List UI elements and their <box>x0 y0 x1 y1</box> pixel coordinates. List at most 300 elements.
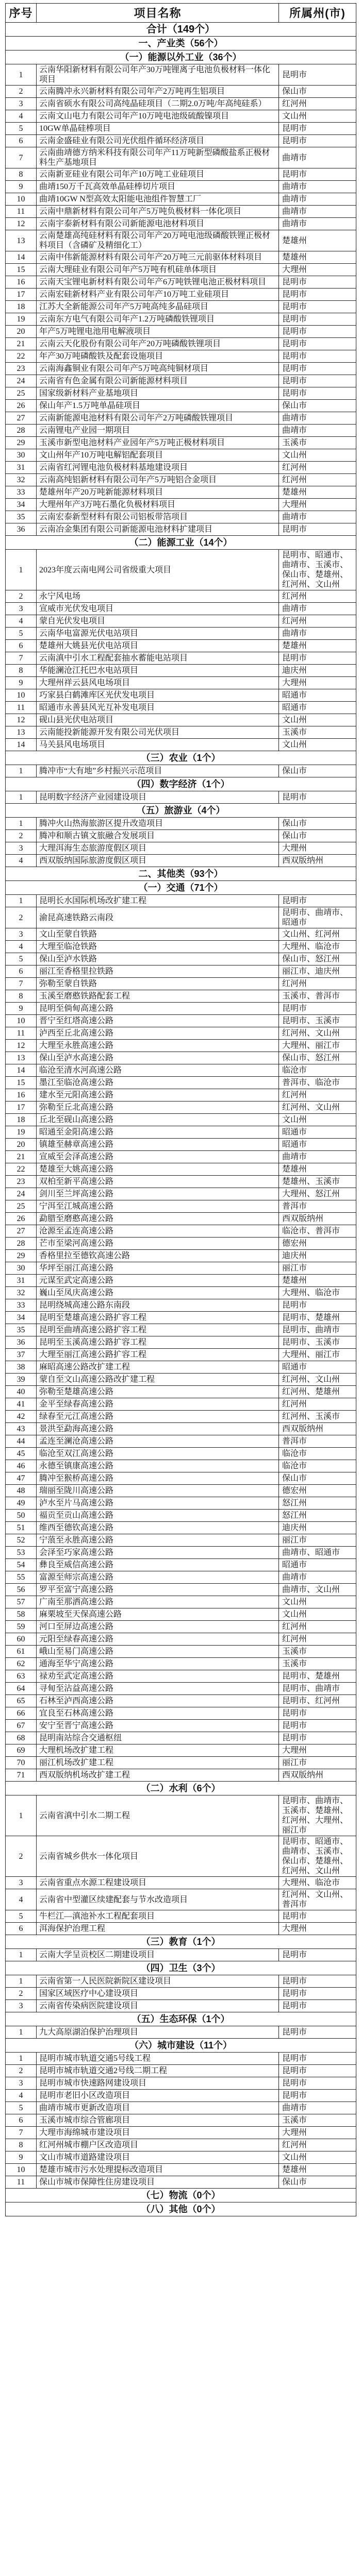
serial-number: 11 <box>6 206 37 218</box>
project-row <box>6 689 356 702</box>
serial-number: 32 <box>6 1287 37 1299</box>
prefecture: 曲靖市 <box>279 2102 356 2114</box>
project-name: 渝昆高速铁路云南段 <box>37 907 279 928</box>
prefecture: 昆明市、曲靖市、玉溪市、楚雄州、红河州、大理州、丽江市 <box>279 1795 356 1836</box>
project-name: 昆明至曲靖高速公路扩容工程 <box>37 1324 279 1336</box>
prefecture: 保山市 <box>279 2176 356 2189</box>
subsection-row <box>6 1782 356 1795</box>
serial-number: 58 <box>6 1608 37 1621</box>
project-name: 芒市至梁河高速公路 <box>37 1238 279 1250</box>
serial-number: 2 <box>6 86 37 98</box>
project-row <box>6 2176 356 2189</box>
project-name: 九大高原湖泊保护治理项目 <box>37 2026 279 2039</box>
serial-number: 3 <box>6 928 37 941</box>
project-name: 泸西至丘北高速公路 <box>37 1027 279 1040</box>
project-row <box>6 400 356 412</box>
project-name: 元谋至武定高速公路 <box>37 1275 279 1287</box>
project-name: 砚山县光伏电站项目 <box>37 714 279 726</box>
project-row <box>6 615 356 628</box>
prefecture: 玉溪市 <box>279 726 356 739</box>
project-name: 巍山至凤庆高速公路 <box>37 1287 279 1299</box>
prefecture: 昆明市 <box>279 301 356 313</box>
project-row <box>6 1411 356 1423</box>
project-name: 华坪至丽江高速公路 <box>37 1262 279 1275</box>
serial-number: 6 <box>6 640 37 652</box>
project-row <box>6 193 356 206</box>
prefecture: 西双版纳州 <box>279 1213 356 1225</box>
serial-number: 33 <box>6 1299 37 1312</box>
project-name: 禄劝至武定高速公路 <box>37 1670 279 1683</box>
serial-number: 3 <box>6 842 37 855</box>
project-name: 云南省中型灌区续建配套与节水改造项目 <box>37 1889 279 1910</box>
serial-number: 2 <box>6 830 37 842</box>
project-row <box>6 1596 356 1608</box>
project-row <box>6 1707 356 1720</box>
project-name: 云南省传染病医院建设项目 <box>37 2000 279 2012</box>
project-row <box>6 123 356 135</box>
project-name: 昆明至楚雄高速公路扩容工程 <box>37 1312 279 1324</box>
project-name: 河口至屏边高速公路 <box>37 1621 279 1633</box>
serial-number: 19 <box>6 313 37 326</box>
project-row <box>6 168 356 181</box>
prefecture: 玉溪市 <box>279 437 356 449</box>
project-row <box>6 1163 356 1176</box>
project-row <box>6 1621 356 1633</box>
project-name: 云南华阳新材料有限公司年产30万吨锂离子电池负极材料一体化项目 <box>37 64 279 86</box>
project-row <box>6 1571 356 1584</box>
serial-number: 19 <box>6 1126 37 1139</box>
project-row <box>6 714 356 726</box>
serial-number: 9 <box>6 2151 37 2164</box>
subsection-title: （八）其他（0个） <box>6 2202 356 2216</box>
project-name: 蒙自光伏发电项目 <box>37 615 279 628</box>
serial-number: 5 <box>6 2102 37 2114</box>
prefecture: 昆明市 <box>279 375 356 387</box>
serial-number: 1 <box>6 1975 37 1988</box>
project-row <box>6 1052 356 1064</box>
section-row <box>6 867 356 881</box>
subsection-row <box>6 2039 356 2053</box>
project-row <box>6 1435 356 1448</box>
prefecture: 昆明市 <box>279 2026 356 2039</box>
project-row <box>6 726 356 739</box>
serial-number: 48 <box>6 1485 37 1497</box>
project-row <box>6 350 356 363</box>
project-row <box>6 230 356 251</box>
project-name: 文山州年产10万吨电解铝配套项目 <box>37 449 279 462</box>
project-row <box>6 338 356 350</box>
project-name: 弥勒至丘北高速公路 <box>37 1101 279 1114</box>
serial-number: 7 <box>6 147 37 168</box>
prefecture: 昭通市 <box>279 1126 356 1139</box>
prefecture: 红河州 <box>279 1089 356 1101</box>
project-row <box>6 1448 356 1460</box>
serial-number: 51 <box>6 1522 37 1534</box>
prefecture: 楚雄州、玉溪市 <box>279 1176 356 1188</box>
prefecture: 昭通市 <box>279 1361 356 1374</box>
prefecture: 保山市 <box>279 86 356 98</box>
project-name: 泸水至片马高速公路 <box>37 1497 279 1510</box>
prefecture: 昆明市 <box>279 2053 356 2065</box>
prefecture: 昆明市、曲靖市、昭通市 <box>279 907 356 928</box>
serial-number: 33 <box>6 486 37 499</box>
project-row <box>6 1200 356 1213</box>
project-row <box>6 842 356 855</box>
prefecture: 昆明市 <box>279 313 356 326</box>
project-name: 维西至德钦高速公路 <box>37 1522 279 1534</box>
prefecture: 昆明市 <box>279 1988 356 2000</box>
project-row <box>6 135 356 147</box>
project-row <box>6 1877 356 1889</box>
serial-number: 1 <box>6 818 37 830</box>
prefecture: 大理州 <box>279 1923 356 1935</box>
project-name: 保山市城市保障性住房建设项目 <box>37 2176 279 2189</box>
project-name: 国家区域医疗中心建设项目 <box>37 1988 279 2000</box>
project-row <box>6 86 356 98</box>
serial-number: 17 <box>6 1101 37 1114</box>
serial-number: 16 <box>6 276 37 289</box>
project-name: 文山市城市道路建设项目 <box>37 2151 279 2164</box>
project-row <box>6 181 356 193</box>
project-row <box>6 2077 356 2090</box>
project-row <box>6 1633 356 1646</box>
project-name: 2023年度云南电网公司省级重大项目 <box>37 550 279 590</box>
subsection-row <box>6 1961 356 1975</box>
project-name: 昆明市老旧小区改造项目 <box>37 2090 279 2102</box>
project-row <box>6 1361 356 1374</box>
prefecture: 楚雄州 <box>279 486 356 499</box>
prefecture: 红河州、玉溪市 <box>279 1411 356 1423</box>
serial-number: 7 <box>6 2127 37 2139</box>
project-name: 年产30万吨磷酸铁及配套设施项目 <box>37 350 279 363</box>
subsection-title: （二）能源工业（14个） <box>6 536 356 550</box>
project-row <box>6 1151 356 1163</box>
prefecture: 普洱市、临沧市 <box>279 1077 356 1089</box>
prefecture: 曲靖市 <box>279 181 356 193</box>
prefecture: 曲靖市 <box>279 1151 356 1163</box>
serial-number: 30 <box>6 1262 37 1275</box>
prefecture: 昆明市 <box>279 1732 356 1744</box>
total-label: 合计（149个） <box>6 23 356 37</box>
prefecture: 红河州、文山州 <box>279 1374 356 1386</box>
project-name: 大理至丽江高速公路扩容工程 <box>37 1349 279 1361</box>
project-row <box>6 665 356 677</box>
project-name: 云南宇泰新材料有限公司新能源电池材料项目 <box>37 218 279 230</box>
serial-number: 22 <box>6 1163 37 1176</box>
subsection-row <box>6 536 356 550</box>
serial-number: 14 <box>6 251 37 264</box>
project-name: 大理机场改扩建工程 <box>37 1744 279 1757</box>
project-row <box>6 218 356 230</box>
prefecture: 临沧市 <box>279 1448 356 1460</box>
prefecture: 红河州 <box>279 2139 356 2151</box>
serial-number: 1 <box>6 1949 37 1961</box>
project-name: 宁洱至江城高速公路 <box>37 1200 279 1213</box>
project-row <box>6 895 356 907</box>
project-name: 云南中伟新能源材料有限公司年产20万吨三元前驱体材料项目 <box>37 251 279 264</box>
subsection-row <box>6 804 356 818</box>
prefecture: 昆明市 <box>279 1720 356 1732</box>
project-row <box>6 2102 356 2114</box>
serial-number: 8 <box>6 168 37 181</box>
project-row <box>6 640 356 652</box>
project-name: 罗平至富宁高速公路 <box>37 1584 279 1596</box>
prefecture: 昆明市、曲靖市 <box>279 1324 356 1336</box>
prefecture: 昭通市 <box>279 689 356 702</box>
prefecture: 迪庆州 <box>279 1250 356 1262</box>
serial-number: 59 <box>6 1621 37 1633</box>
project-row <box>6 1559 356 1571</box>
serial-number: 15 <box>6 1077 37 1089</box>
header-prefecture: 所属州(市) <box>279 4 356 23</box>
project-name: 云南大学呈贡校区二期建设项目 <box>37 1949 279 1961</box>
project-row <box>6 1547 356 1559</box>
project-name: 弥勒至蒙自铁路 <box>37 978 279 990</box>
serial-number: 71 <box>6 1769 37 1782</box>
serial-number: 13 <box>6 230 37 251</box>
serial-number: 8 <box>6 665 37 677</box>
serial-number: 5 <box>6 628 37 640</box>
project-row <box>6 412 356 425</box>
serial-number: 16 <box>6 1089 37 1101</box>
project-name: 云南新亚硅业有限公司年产10万吨工业硅项目 <box>37 168 279 181</box>
prefecture: 昭通市 <box>279 1559 356 1571</box>
serial-number: 1 <box>6 1795 37 1836</box>
prefecture: 大理州、临沧市 <box>279 941 356 953</box>
project-row <box>6 1485 356 1497</box>
subsection-row <box>6 50 356 64</box>
prefecture: 迪庆州 <box>279 1522 356 1534</box>
project-row <box>6 1089 356 1101</box>
subsection-row <box>6 2189 356 2202</box>
prefecture: 昆明市 <box>279 387 356 400</box>
project-name: 大理至永胜高速公路 <box>37 1040 279 1052</box>
prefecture: 昆明市 <box>279 276 356 289</box>
prefecture: 昆明市 <box>279 123 356 135</box>
prefecture: 昆明市 <box>279 2090 356 2102</box>
project-name: 宣威至会泽高速公路 <box>37 1151 279 1163</box>
project-name: 富源至师宗高速公路 <box>37 1571 279 1584</box>
prefecture: 大理州 <box>279 499 356 511</box>
prefecture: 保山市、怒江州 <box>279 1052 356 1064</box>
serial-number: 6 <box>6 135 37 147</box>
project-row <box>6 978 356 990</box>
project-row <box>6 1238 356 1250</box>
section-title: 二、其他类（93个） <box>6 867 356 881</box>
project-name: 宣威市光伏发电项目 <box>37 603 279 615</box>
project-row <box>6 2151 356 2164</box>
serial-number: 2 <box>6 1836 37 1877</box>
prefecture: 玉溪市 <box>279 1646 356 1658</box>
serial-number: 24 <box>6 1188 37 1200</box>
prefecture: 红河州 <box>279 1398 356 1411</box>
serial-number: 52 <box>6 1534 37 1547</box>
prefecture: 昆明市 <box>279 2000 356 2012</box>
project-row <box>6 1608 356 1621</box>
project-row <box>6 147 356 168</box>
project-row <box>6 313 356 326</box>
project-name: 保山至泸水高速公路 <box>37 1052 279 1064</box>
serial-number: 21 <box>6 338 37 350</box>
project-row <box>6 1423 356 1435</box>
project-name: 福贡至贡山高速公路 <box>37 1510 279 1522</box>
project-row <box>6 276 356 289</box>
project-name: 云南海鑫铜业有限公司年产5万吨高纯铜材项目 <box>37 363 279 375</box>
project-row <box>6 110 356 123</box>
project-name: 麻栗坡至天保高速公路 <box>37 1608 279 1621</box>
prefecture: 普洱市 <box>279 1435 356 1448</box>
project-name: 西双版纳国际旅游度假区项目 <box>37 855 279 867</box>
project-name: 云南省重点水源工程建设项目 <box>37 1877 279 1889</box>
project-row <box>6 1584 356 1596</box>
prefecture: 曲靖市 <box>279 206 356 218</box>
serial-number: 36 <box>6 523 37 536</box>
project-row <box>6 1213 356 1225</box>
project-row <box>6 1732 356 1744</box>
project-row <box>6 523 356 536</box>
prefecture: 昆明市 <box>279 363 356 375</box>
project-name: 双柏至新平高速公路 <box>37 1176 279 1188</box>
project-row <box>6 1695 356 1707</box>
project-row <box>6 251 356 264</box>
project-row <box>6 1101 356 1114</box>
prefecture: 保山市 <box>279 818 356 830</box>
project-row <box>6 2026 356 2039</box>
project-row <box>6 449 356 462</box>
project-row <box>6 206 356 218</box>
project-name: 马关县风电场项目 <box>37 739 279 751</box>
serial-number: 25 <box>6 1200 37 1213</box>
serial-number: 67 <box>6 1720 37 1732</box>
serial-number: 11 <box>6 2176 37 2189</box>
project-row <box>6 2065 356 2077</box>
prefecture: 丽江市、迪庆州 <box>279 965 356 978</box>
serial-number: 13 <box>6 1052 37 1064</box>
serial-number: 18 <box>6 301 37 313</box>
project-row <box>6 301 356 313</box>
serial-number: 4 <box>6 1889 37 1910</box>
prefecture: 昆明市、昭通市、曲靖市、玉溪市、保山市、楚雄州、红河州、文山州 <box>279 1836 356 1877</box>
project-row <box>6 499 356 511</box>
project-name: 金平至绿春高速公路 <box>37 1398 279 1411</box>
project-row <box>6 941 356 953</box>
section-row <box>6 37 356 50</box>
serial-number: 22 <box>6 350 37 363</box>
prefecture: 西双版纳州 <box>279 1423 356 1435</box>
serial-number: 43 <box>6 1423 37 1435</box>
project-name: 弥勒至楚雄高速公路 <box>37 1386 279 1398</box>
project-row <box>6 1312 356 1324</box>
prefecture: 大理州、怒江州 <box>279 1188 356 1200</box>
project-name: 云南宏泰新型材料有限公司铝板带箔项目 <box>37 511 279 523</box>
project-row <box>6 1923 356 1935</box>
project-name: 昭通市永善县风光互补发电项目 <box>37 702 279 714</box>
project-row <box>6 677 356 689</box>
project-name: 云南腾冲永兴新材料有限公司年产2万吨再生铝项目 <box>37 86 279 98</box>
project-name: 楚雄市城市污水处理提标改造项目 <box>37 2164 279 2176</box>
table-header-row <box>6 4 356 23</box>
project-row <box>6 1064 356 1077</box>
serial-number: 11 <box>6 1027 37 1040</box>
prefecture: 文山州 <box>279 110 356 123</box>
prefecture: 大理州、临沧市 <box>279 1877 356 1889</box>
serial-number: 10 <box>6 193 37 206</box>
serial-number: 69 <box>6 1744 37 1757</box>
project-row <box>6 818 356 830</box>
subsection-row <box>6 777 356 791</box>
prefecture: 红河州 <box>279 1621 356 1633</box>
project-row <box>6 1720 356 1732</box>
prefecture: 红河州 <box>279 1633 356 1646</box>
project-row <box>6 64 356 86</box>
project-name: 丽江机场改扩建工程 <box>37 1757 279 1769</box>
prefecture: 文山州 <box>279 714 356 726</box>
prefecture: 昆明市 <box>279 523 356 536</box>
serial-number: 11 <box>6 702 37 714</box>
serial-number: 63 <box>6 1670 37 1683</box>
serial-number: 53 <box>6 1547 37 1559</box>
prefecture: 大理州 <box>279 2127 356 2139</box>
project-name: 大理州祥云县风电场项目 <box>37 677 279 689</box>
project-row <box>6 1795 356 1836</box>
project-name: 通海至华宁高速公路 <box>37 1658 279 1670</box>
project-name: 广南至那洒高速公路 <box>37 1596 279 1608</box>
prefecture: 昆明市 <box>279 1003 356 1015</box>
project-row <box>6 1287 356 1299</box>
project-row <box>6 1836 356 1877</box>
serial-number: 37 <box>6 1349 37 1361</box>
project-row <box>6 1744 356 1757</box>
project-name: 云南省红河锂电池负极材料基地建设项目 <box>37 462 279 474</box>
serial-number: 65 <box>6 1695 37 1707</box>
project-name: 文山至蒙自铁路 <box>37 928 279 941</box>
prefecture: 临沧市 <box>279 1460 356 1472</box>
project-name: 建水至元阳高速公路 <box>37 1089 279 1101</box>
serial-number: 3 <box>6 98 37 110</box>
project-name: 腾冲市“大有地”乡村振兴示范项目 <box>37 765 279 777</box>
project-name: 元阳至绿春高速公路 <box>37 1633 279 1646</box>
serial-number: 3 <box>6 1877 37 1889</box>
serial-number: 9 <box>6 181 37 193</box>
project-name: 云南文山电力有限公司年产10万吨电池级硫酸镍项目 <box>37 110 279 123</box>
project-name: 大理洱海生态旅游度假区项目 <box>37 842 279 855</box>
project-row <box>6 1225 356 1238</box>
prefecture: 曲靖市 <box>279 603 356 615</box>
prefecture: 曲靖市 <box>279 193 356 206</box>
project-row <box>6 1534 356 1547</box>
project-row <box>6 1015 356 1027</box>
prefecture: 文山州 <box>279 1114 356 1126</box>
prefecture: 德宏州 <box>279 1485 356 1497</box>
project-row <box>6 1949 356 1961</box>
subsection-row <box>6 1935 356 1949</box>
serial-number: 66 <box>6 1707 37 1720</box>
project-name: 云南高纯铝新材料有限公司年产5万吨铝合金项目 <box>37 474 279 486</box>
prefecture: 普洱市 <box>279 1200 356 1213</box>
prefecture: 德宏州 <box>279 1238 356 1250</box>
serial-number: 3 <box>6 2077 37 2090</box>
project-row <box>6 98 356 110</box>
project-row <box>6 1262 356 1275</box>
serial-number: 68 <box>6 1732 37 1744</box>
header-project-name: 项目名称 <box>37 4 279 23</box>
project-name: 勐腊至磨憨高速公路 <box>37 1213 279 1225</box>
section-title: 一、产业类（56个） <box>6 37 356 50</box>
prefecture: 曲靖市、文山州 <box>279 1584 356 1596</box>
prefecture: 大理州、临沧市 <box>279 1287 356 1299</box>
project-name: 昆明至倘甸高速公路 <box>37 1003 279 1015</box>
project-name: 昆明长水国际机场改扩建工程 <box>37 895 279 907</box>
